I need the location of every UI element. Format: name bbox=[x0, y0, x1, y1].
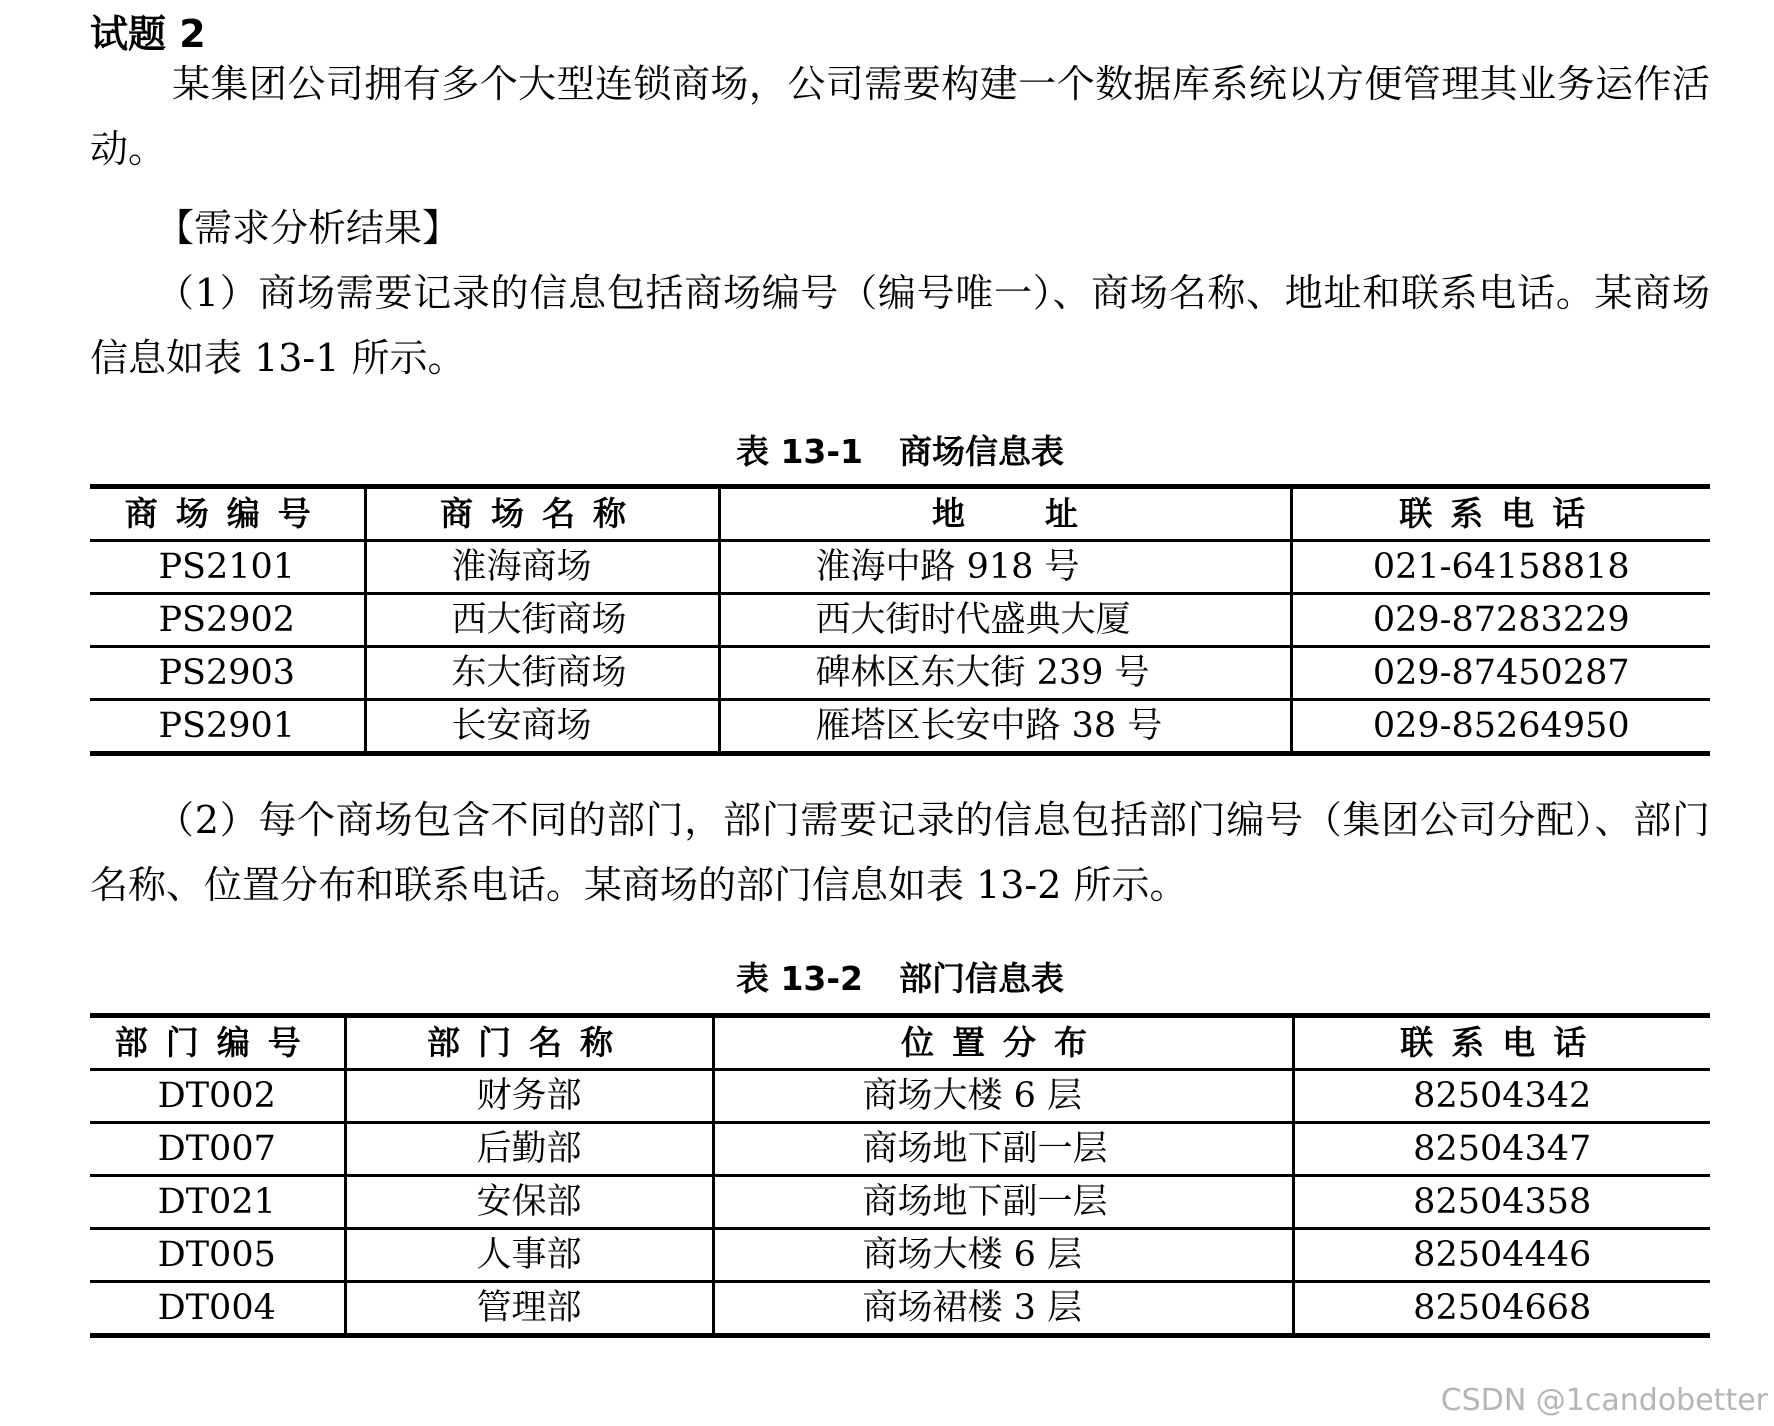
table-row bbox=[90, 1123, 1710, 1176]
table-13-1-number: 表 13-1 bbox=[735, 432, 864, 471]
mall-id-cell: PS2901 bbox=[90, 700, 365, 754]
phone-cell: 029-87450287 bbox=[1291, 647, 1710, 700]
department-info-table bbox=[90, 1013, 1710, 1338]
dept-name-cell: 人事部 bbox=[345, 1229, 713, 1282]
mall-id-cell: PS2903 bbox=[90, 647, 365, 700]
mall-info-table bbox=[90, 484, 1710, 756]
mall-id-cell: PS2902 bbox=[90, 594, 365, 647]
location-cell: 商场大楼 6 层 bbox=[713, 1070, 1293, 1123]
table-row bbox=[90, 1282, 1710, 1336]
question-title: 试题 2 bbox=[90, 12, 206, 56]
mall-id-cell: PS2101 bbox=[90, 541, 365, 594]
csdn-watermark: CSDN @1candobetter bbox=[1440, 1383, 1768, 1418]
table-13-2-number: 表 13-2 bbox=[735, 959, 864, 998]
phone-cell: 021-64158818 bbox=[1291, 541, 1710, 594]
table-row bbox=[90, 594, 1710, 647]
table-header-row bbox=[90, 487, 1710, 541]
mall-name-cell: 淮海商场 bbox=[365, 541, 719, 594]
phone-cell: 82504342 bbox=[1293, 1070, 1710, 1123]
column-header: 地址 bbox=[719, 487, 1291, 541]
requirement-heading: 【需求分析结果】 bbox=[156, 206, 461, 250]
dept-name-cell: 管理部 bbox=[345, 1282, 713, 1336]
dept-id-cell: DT005 bbox=[90, 1229, 345, 1282]
column-header: 商场名称 bbox=[365, 487, 719, 541]
mall-name-cell: 长安商场 bbox=[365, 700, 719, 754]
table-13-1-title: 商场信息表 bbox=[899, 432, 1065, 471]
table-row bbox=[90, 1176, 1710, 1229]
column-header: 位置分布 bbox=[713, 1016, 1293, 1070]
table-row bbox=[90, 1229, 1710, 1282]
dept-name-cell: 安保部 bbox=[345, 1176, 713, 1229]
phone-cell: 029-87283229 bbox=[1291, 594, 1710, 647]
location-cell: 商场地下副一层 bbox=[713, 1123, 1293, 1176]
table-row bbox=[90, 1070, 1710, 1123]
column-header: 联系电话 bbox=[1291, 487, 1710, 541]
address-cell: 碑林区东大街 239 号 bbox=[719, 647, 1291, 700]
location-cell: 商场地下副一层 bbox=[713, 1176, 1293, 1229]
phone-cell: 82504446 bbox=[1293, 1229, 1710, 1282]
mall-name-cell: 东大街商场 bbox=[365, 647, 719, 700]
location-cell: 商场裙楼 3 层 bbox=[713, 1282, 1293, 1336]
table-row bbox=[90, 700, 1710, 754]
address-cell: 淮海中路 918 号 bbox=[719, 541, 1291, 594]
dept-id-cell: DT002 bbox=[90, 1070, 345, 1123]
column-header: 部门编号 bbox=[90, 1016, 345, 1070]
intro-paragraph: 某集团公司拥有多个大型连锁商场，公司需要构建一个数据库系统以方便管理其业务运作活动。 bbox=[90, 62, 1710, 171]
table-header-row bbox=[90, 1016, 1710, 1070]
table-13-1-caption bbox=[90, 430, 1710, 474]
phone-cell: 82504358 bbox=[1293, 1176, 1710, 1229]
column-header: 商场编号 bbox=[90, 487, 365, 541]
dept-id-cell: DT021 bbox=[90, 1176, 345, 1229]
requirement-2-paragraph: （2）每个商场包含不同的部门，部门需要记录的信息包括部门编号（集团公司分配）、部门名称、位置分布和联系电话。某商场的部门信息如表 13-2 所示。 bbox=[90, 798, 1710, 907]
dept-name-cell: 财务部 bbox=[345, 1070, 713, 1123]
phone-cell: 82504668 bbox=[1293, 1282, 1710, 1336]
column-header: 部门名称 bbox=[345, 1016, 713, 1070]
phone-cell: 029-85264950 bbox=[1291, 700, 1710, 754]
dept-id-cell: DT004 bbox=[90, 1282, 345, 1336]
location-cell: 商场大楼 6 层 bbox=[713, 1229, 1293, 1282]
table-13-2-title: 部门信息表 bbox=[899, 959, 1065, 998]
address-cell: 雁塔区长安中路 38 号 bbox=[719, 700, 1291, 754]
column-header: 联系电话 bbox=[1293, 1016, 1710, 1070]
phone-cell: 82504347 bbox=[1293, 1123, 1710, 1176]
dept-id-cell: DT007 bbox=[90, 1123, 345, 1176]
table-row bbox=[90, 647, 1710, 700]
table-13-2-caption bbox=[90, 957, 1710, 1001]
address-cell: 西大街时代盛典大厦 bbox=[719, 594, 1291, 647]
dept-name-cell: 后勤部 bbox=[345, 1123, 713, 1176]
mall-name-cell: 西大街商场 bbox=[365, 594, 719, 647]
table-row bbox=[90, 541, 1710, 594]
requirement-1-paragraph: （1）商场需要记录的信息包括商场编号（编号唯一）、商场名称、地址和联系电话。某商场信息如表 13-1 所示。 bbox=[90, 271, 1710, 380]
